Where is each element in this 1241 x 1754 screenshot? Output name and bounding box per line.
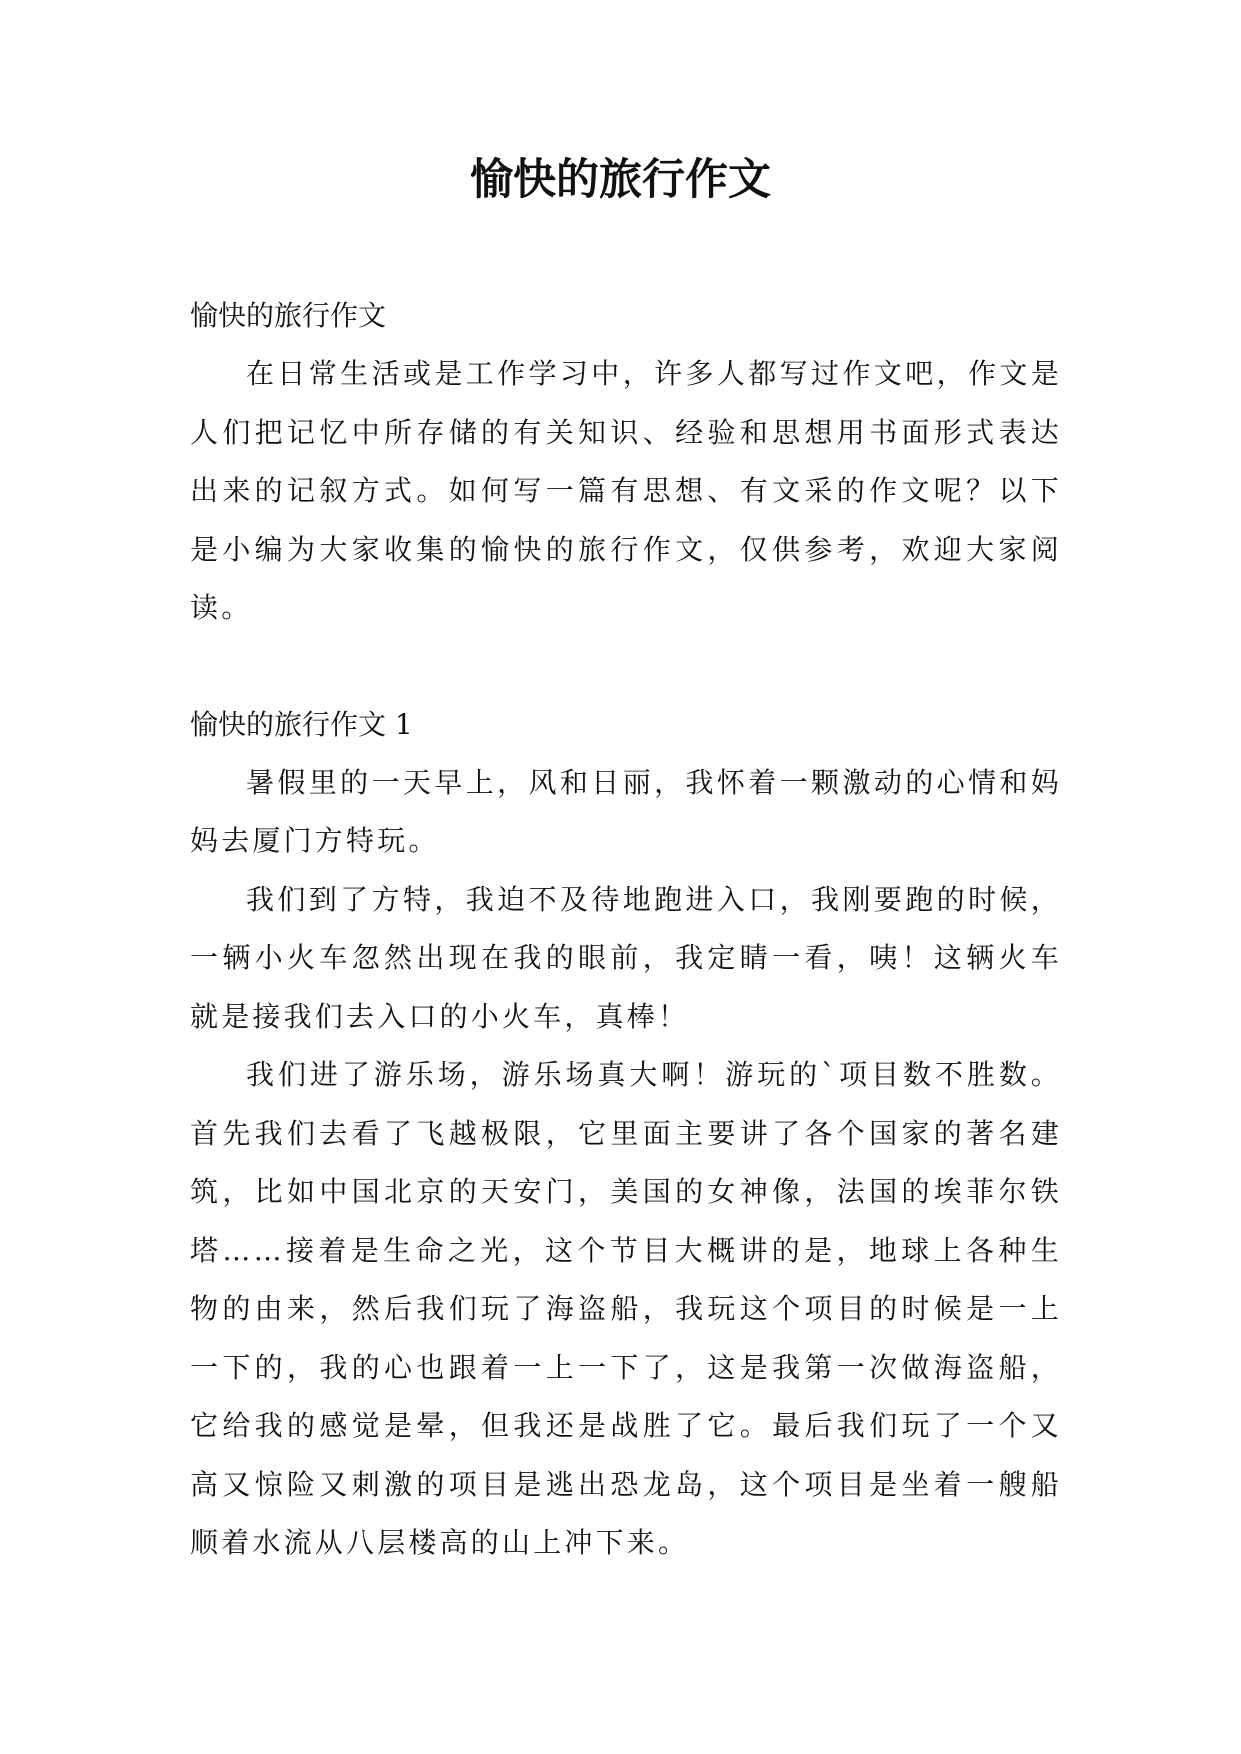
intro-paragraph: 在日常生活或是工作学习中，许多人都写过作文吧，作文是人们把记忆中所存储的有关知识、经验和思想用书面形式表达出来的记叙方式。如何写一篇有思想、有文采的作文呢？以下是小编为大家收集的愉快的旅行作文，仅供参考，欢迎大家阅读。 xyxy=(190,357,1062,624)
document-title: 愉快的旅行作文 xyxy=(470,155,771,205)
essay-1-heading: 愉快的旅行作文 1 xyxy=(190,707,413,741)
essay-1-paragraph-2: 我们到了方特，我迫不及待地跑进入口，我刚要跑的时候，一辆小火车忽然出现在我的眼前，我定睛一看，咦！这辆火车就是接我们去入口的小火车，真棒！ xyxy=(190,882,1062,1033)
essay-1-paragraph-1: 暑假里的一天早上，风和日丽，我怀着一颗激动的心情和妈妈去厦门方特玩。 xyxy=(190,765,1062,857)
document-body xyxy=(190,287,1062,1573)
intro-heading: 愉快的旅行作文 xyxy=(190,299,387,332)
section-spacer xyxy=(190,638,1062,696)
essay-1-paragraph-3: 我们进了游乐场，游乐场真大啊！游玩的`项目数不胜数。首先我们去看了飞越极限，它里面主要讲了各个国家的著名建筑，比如中国北京的天安门，美国的女神像，法国的埃菲尔铁塔……接着是生命之光，这个节目大概讲的是，地球上各种生物的由来，然后我们玩了海盗船，我玩这个项目的时候是一上一下的，我的心也跟着一上一下了，这是我第一次做海盗船，它给我的感觉是晕，但我还是战胜了它。最后我们玩了一个又高又惊险又刺激的项目是逃出恐龙岛，这个项目是坐着一艘船顺着水流从八层楼高的山上冲下来。 xyxy=(190,1058,1062,1559)
